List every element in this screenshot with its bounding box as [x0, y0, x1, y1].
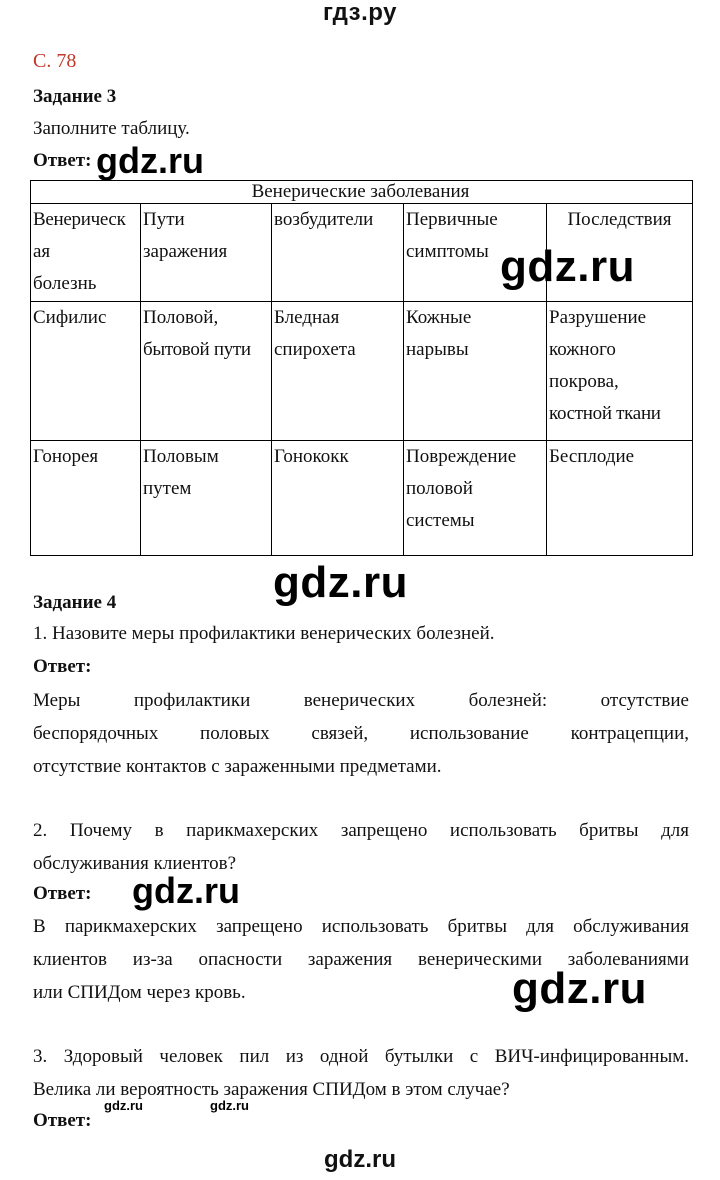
- table-title: Венерические заболевания: [31, 181, 693, 204]
- diseases-table: [30, 180, 693, 556]
- table-cell: Гонорея: [31, 441, 141, 556]
- task4-q3-answer-label: Ответ:: [33, 1110, 92, 1131]
- table-cell: Бледная спирохета: [272, 302, 404, 441]
- table-cell: Бесплодие: [547, 441, 693, 556]
- table-row: [31, 441, 693, 556]
- task4-q2-question: 2. Почему в парикмахерских запрещено использовать бритвы для обслуживания клиентов?: [33, 820, 689, 874]
- table-cell: Сифилис: [31, 302, 141, 441]
- table-cell: Гонококк: [272, 441, 404, 556]
- task4-q1-answer: Меры профилактики венерических болезней: отсутствие беспорядочных половых связей, использование контрацепции, отсутствие контактов с зараженными предметами.: [33, 690, 689, 777]
- watermark: gdz.ru: [512, 964, 647, 1013]
- task4-q2-answer: В парикмахерских запрещено использовать бритвы для обслуживания клиентов из-за опасности заражения венерическими заболеваниями или СПИДом через кровь.: [33, 916, 689, 1003]
- table-cell: Половой, бытовой пути: [141, 302, 272, 441]
- table-cell: Кожные нарывы: [404, 302, 547, 441]
- watermark: gdz.ru: [96, 140, 204, 181]
- header-cell: Первичные симптомы: [404, 204, 547, 302]
- table-title-row: [31, 181, 693, 204]
- site-header: гдз.ру: [323, 0, 397, 26]
- site-footer: gdz.ru: [324, 1146, 396, 1173]
- watermark: gdz.ru: [104, 1098, 143, 1113]
- table-row: [31, 302, 693, 441]
- page-number: С. 78: [33, 50, 77, 72]
- task3-prompt: Заполните таблицу.: [33, 118, 190, 139]
- task4-q1-question: 1. Назовите меры профилактики венерических болезней.: [33, 623, 495, 644]
- watermark: gdz.ru: [210, 1098, 249, 1113]
- task3-heading: Задание 3: [33, 86, 117, 107]
- table-cell: Повреждение половой системы: [404, 441, 547, 556]
- task3-answer-label: Ответ:: [33, 150, 92, 171]
- header-cell: Последствия: [547, 204, 693, 302]
- header-cell: Венерическ ая болезнь: [31, 204, 141, 302]
- watermark: gdz.ru: [273, 558, 408, 607]
- table-cell: Половым путем: [141, 441, 272, 556]
- header-cell: возбудители: [272, 204, 404, 302]
- task4-q1-answer-label: Ответ:: [33, 656, 92, 677]
- watermark: gdz.ru: [500, 242, 635, 291]
- table-cell: Разрушение кожного покрова, костной ткани: [547, 302, 693, 441]
- task4-q2-answer-label: Ответ:: [33, 883, 92, 904]
- task4-heading: Задание 4: [33, 592, 117, 613]
- header-cell: Пути заражения: [141, 204, 272, 302]
- watermark: gdz.ru: [132, 870, 240, 911]
- task4-q3-question: 3. Здоровый человек пил из одной бутылки с ВИЧ-инфицированным. Велика ли вероятность заражения СПИДом в этом случае?: [33, 1046, 689, 1100]
